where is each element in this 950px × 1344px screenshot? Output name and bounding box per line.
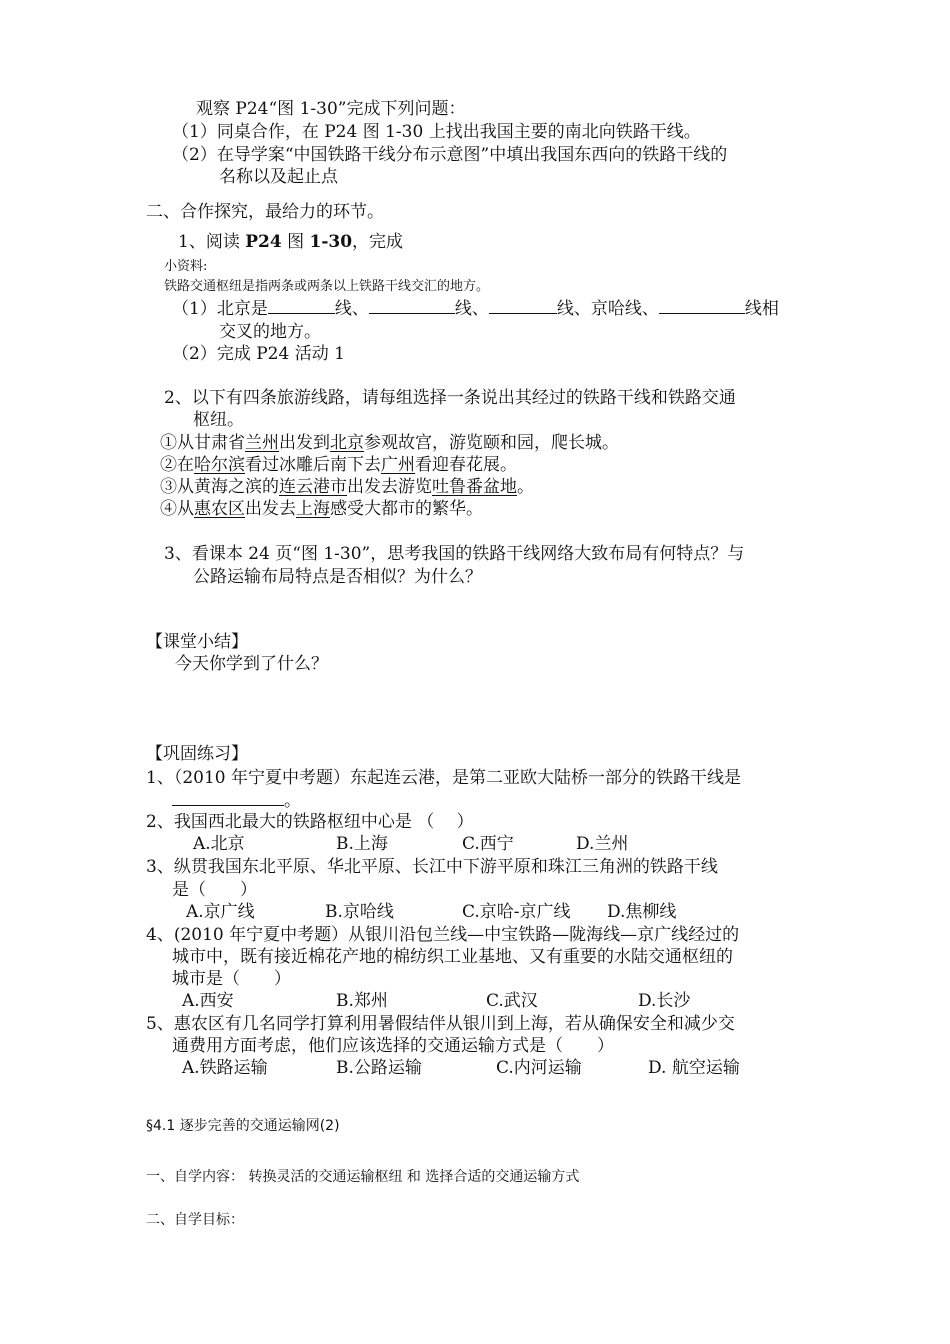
item-1-lead-page: P24 <box>245 232 282 252</box>
route-4-city-a: 惠农区 <box>194 499 245 519</box>
fill-prefix: （1）北京是 <box>172 299 268 319</box>
fill-sep-4: 线相 <box>744 299 779 319</box>
practice-q4-line-2: 城市中，既有接近棉花产地的棉纺织工业基地、又有重要的水陆交通枢纽的 <box>172 947 733 967</box>
route-1-city-b: 北京 <box>330 433 364 453</box>
practice-q2-option-a: A.北京 <box>193 834 245 854</box>
route-3-text-a: ③从黄海之滨的 <box>160 477 279 497</box>
route-4-city-b: 上海 <box>296 499 330 519</box>
answer-blank-4[interactable] <box>659 298 745 314</box>
item-2-line-2: 枢纽。 <box>193 410 244 430</box>
route-2-text-e: 看迎春花展。 <box>415 455 517 475</box>
practice-q4-option-c: C.武汉 <box>486 991 538 1011</box>
route-3-city-a: 连云港市 <box>279 477 347 497</box>
practice-q3-line-2: 是（ ） <box>172 880 257 900</box>
note-title: 小资料: <box>164 259 208 274</box>
route-3 <box>160 476 534 498</box>
route-3-city-b: 吐鲁番盆地 <box>432 477 517 497</box>
item-3-line-1: 3、看课本 24 页“图 1-30”，思考我国的铁路干线网络大致布局有何特点？与 <box>164 544 745 564</box>
next-lesson-goals: 二、自学目标： <box>146 1212 244 1228</box>
route-1 <box>160 432 619 454</box>
practice-q3-option-b: B.京哈线 <box>325 902 394 922</box>
task-1: （1）同桌合作，在 P24 图 1-30 上找出我国主要的南北向铁路干线。 <box>172 122 701 142</box>
route-4-text-c: 出发去 <box>245 499 296 519</box>
practice-q5-option-b: B.公路运输 <box>336 1058 422 1078</box>
item-2-line-1: 2、以下有四条旅游线路，请每组选择一条说出其经过的铁路干线和铁路交通 <box>164 388 736 408</box>
route-1-text-c: 出发到 <box>279 433 330 453</box>
practice-q2-option-b: B.上海 <box>336 834 388 854</box>
task-2-line-2: 名称以及起止点 <box>219 167 338 187</box>
route-2-city-b: 广州 <box>381 455 415 475</box>
item-1-lead-figure: 1-30 <box>309 232 353 252</box>
practice-q5-line-1: 5、惠农区有几名同学打算利用暑假结伴从银川到上海，若从确保安全和减少交 <box>146 1014 735 1034</box>
route-3-text-e: 。 <box>517 477 534 497</box>
answer-blank-2[interactable] <box>369 298 455 314</box>
fill-continuation: 交叉的地方。 <box>219 322 321 342</box>
note-text: 铁路交通枢纽是指两条或两条以上铁路干线交汇的地方。 <box>164 279 490 294</box>
practice-q5-option-a: A.铁路运输 <box>182 1058 268 1078</box>
practice-q2-option-c: C.西宁 <box>462 834 514 854</box>
practice-q1-blank[interactable] <box>172 790 284 806</box>
practice-q2: 2、我国西北最大的铁路枢纽中心是 （ ） <box>146 812 474 832</box>
practice-q3-option-d: D.焦柳线 <box>607 902 677 922</box>
route-2 <box>160 454 517 476</box>
practice-q4-line-1: 4、(2010 年宁夏中考题）从银川沿包兰线—中宝铁路—陇海线—京广线经过的 <box>146 925 740 945</box>
practice-heading: 【巩固练习】 <box>146 744 248 764</box>
route-4 <box>160 498 483 520</box>
practice-q3-option-c: C.京哈-京广线 <box>462 902 571 922</box>
section-heading-cooperate: 二、合作探究，最给力的环节。 <box>146 202 384 222</box>
practice-q1-answer <box>172 790 301 812</box>
fill-sep-3: 线、京哈线、 <box>556 299 659 319</box>
practice-q5-option-d: D. 航空运输 <box>648 1058 740 1078</box>
item-1-lead-e: ，完成 <box>352 232 404 252</box>
practice-q5-line-2: 通费用方面考虑，他们应该选择的交通运输方式是（ ） <box>172 1036 614 1056</box>
summary-question: 今天你学到了什么？ <box>175 654 328 674</box>
next-lesson-title: §4.1 逐步完善的交通运输网(2) <box>146 1118 340 1134</box>
item-3-line-2: 公路运输布局特点是否相似？为什么？ <box>193 567 482 587</box>
item-1-lead <box>178 231 403 253</box>
practice-q4-option-a: A.西安 <box>182 991 234 1011</box>
item-1-lead-a: 1、阅读 <box>178 232 246 252</box>
fill-sep-2: 线、 <box>454 299 489 319</box>
observe-instruction: 观察 P24“图 1-30”完成下列问题： <box>196 99 466 119</box>
answer-blank-3[interactable] <box>489 298 557 314</box>
next-lesson-content: 一、自学内容： 转换灵活的交通运输枢纽 和 选择合适的交通运输方式 <box>146 1169 580 1185</box>
practice-q4-line-3: 城市是（ ） <box>172 969 291 989</box>
item-1-lead-c: 图 <box>281 232 310 252</box>
route-4-text-a: ④从 <box>160 499 194 519</box>
summary-heading: 【课堂小结】 <box>146 632 248 652</box>
practice-q4-option-d: D.长沙 <box>638 991 691 1011</box>
route-4-text-e: 感受大都市的繁华。 <box>330 499 483 519</box>
route-2-text-a: ②在 <box>160 455 194 475</box>
answer-blank-1[interactable] <box>268 298 335 314</box>
fill-sep-1: 线、 <box>334 299 369 319</box>
practice-q4-option-b: B.郑州 <box>336 991 388 1011</box>
task-2-line-1: （2）在导学案“中国铁路干线分布示意图”中填出我国东西向的铁路干线的 <box>172 145 728 165</box>
route-1-text-a: ①从甘肃省 <box>160 433 245 453</box>
practice-q5-option-c: C.内河运输 <box>496 1058 582 1078</box>
route-1-text-e: 参观故宫，游览颐和园，爬长城。 <box>364 433 619 453</box>
practice-q2-option-d: D.兰州 <box>576 834 629 854</box>
route-2-text-c: 看过冰雕后南下去 <box>245 455 381 475</box>
fill-in-line <box>172 298 779 320</box>
route-1-city-a: 兰州 <box>245 433 279 453</box>
practice-q1: 1、（2010 年宁夏中考题）东起连云港，是第二亚欧大陆桥一部分的铁路干线是 <box>146 768 741 788</box>
practice-q1-end: 。 <box>284 791 301 811</box>
practice-q3-option-a: A.京广线 <box>186 902 255 922</box>
route-3-text-c: 出发去游览 <box>347 477 432 497</box>
route-2-city-a: 哈尔滨 <box>194 455 245 475</box>
practice-q3-line-1: 3、纵贯我国东北平原、华北平原、长江中下游平原和珠江三角洲的铁路干线 <box>146 857 718 877</box>
item-1-sub-2: （2）完成 P24 活动 1 <box>172 344 345 364</box>
